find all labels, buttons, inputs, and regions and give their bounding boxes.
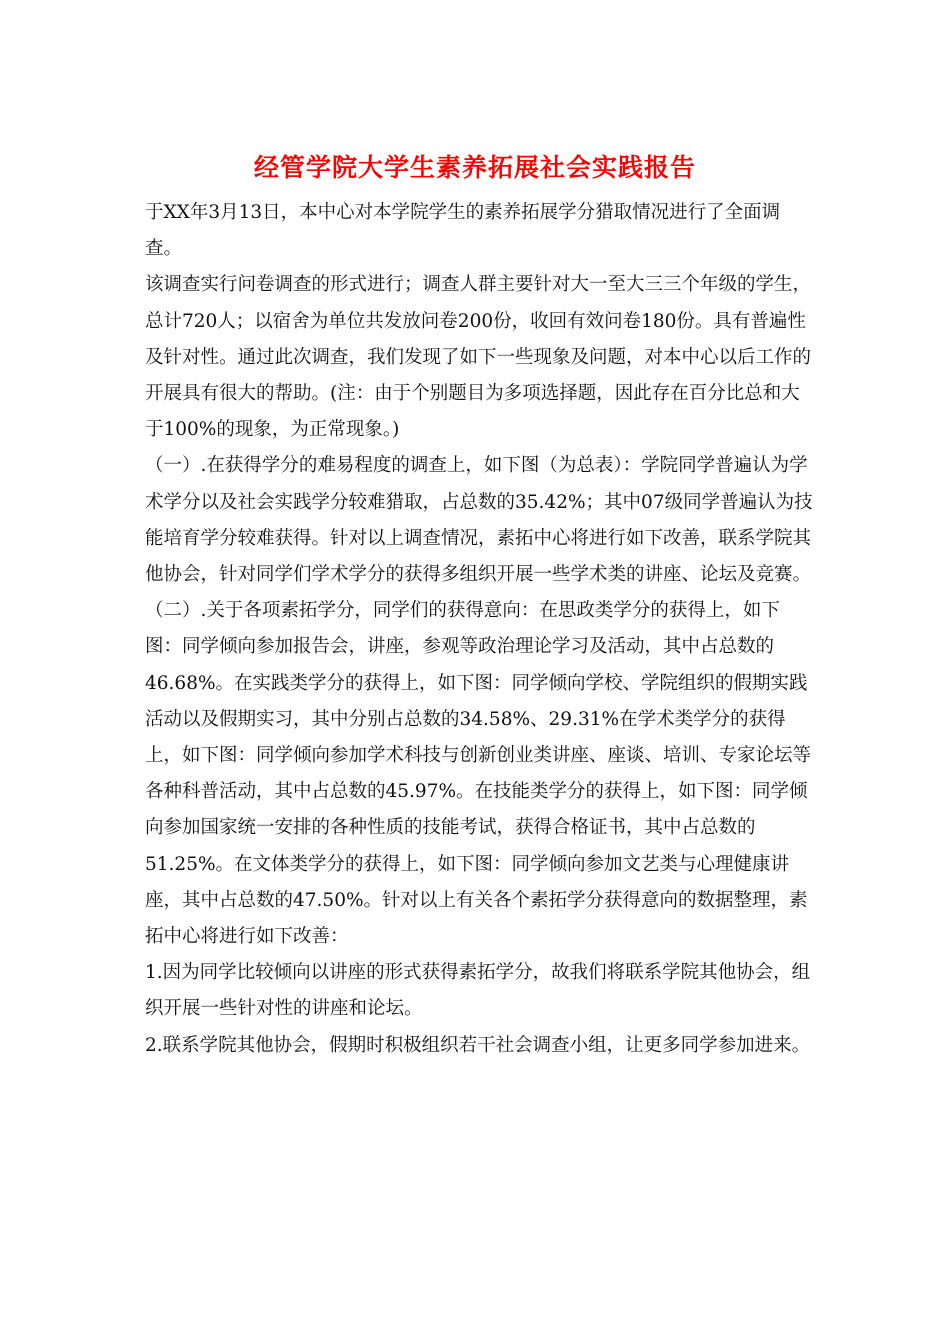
paragraph-intro: 于XX年3月13日，本中心对本学院学生的素养拓展学分猎取情况进行了全面调查。	[145, 202, 781, 260]
paragraph-survey-method: 该调查实行问卷调查的形式进行；调查人群主要针对大一至大三三个年级的学生，总计720人；以宿舍为单位共发放问卷200份，收回有效问卷180份。具有普遍性及针对性。通过此次调查，我们发现了如下一些现象及问题，对本中心以后工作的开展具有很大的帮助。(注：由于个别题目为多项选择题，因此存在百分比总和大于100%的现象，为正常现象。)	[145, 274, 812, 441]
document-body	[145, 195, 813, 1064]
paragraph-improvement-two: 2.联系学院其他协会，假期时积极组织若干社会调查小组，让更多同学参加进来。	[145, 1034, 811, 1056]
paragraph-improvement-one: 1.因为同学比较倾向以讲座的形式获得素拓学分，故我们将联系学院其他协会，组织开展一些针对性的讲座和论坛。	[145, 962, 811, 1020]
document-title: 经管学院大学生素养拓展社会实践报告	[253, 153, 696, 182]
paragraph-section-two: （二）.关于各项素拓学分，同学们的获得意向：在思政类学分的获得上，如下图：同学倾向参加报告会，讲座，参观等政治理论学习及活动，其中占总数的46.68%。在实践类学分的获得上，如下图：同学倾向学校、学院组织的假期实践活动以及假期实习，其中分别占总数的34.58%、29.31%在学术类学分的获得上，如下图：同学倾向参加学术科技与创新创业类讲座、座谈、培训、专家论坛等各种科普活动，其中占总数的45.97%。在技能类学分的获得上，如下图：同学倾向参加国家统一安排的各种性质的技能考试，获得合格证书，其中占总数的51.25%。在文体类学分的获得上，如下图：同学倾向参加文艺类与心理健康讲座，其中占总数的47.50%。针对以上有关各个素拓学分获得意向的数据整理，素拓中心将进行如下改善：	[145, 600, 812, 948]
paragraph-section-one: （一）.在获得学分的难易程度的调查上，如下图（为总表）：学院同学普遍认为学术学分以及社会实践学分较难猎取，占总数的35.42%；其中07级同学普遍认为技能培育学分较难获得。针对以上调查情况，素拓中心将进行如下改善，联系学院其他协会，针对同学们学术学分的获得多组织开展一些学术类的讲座、论坛及竞赛。	[145, 455, 813, 586]
